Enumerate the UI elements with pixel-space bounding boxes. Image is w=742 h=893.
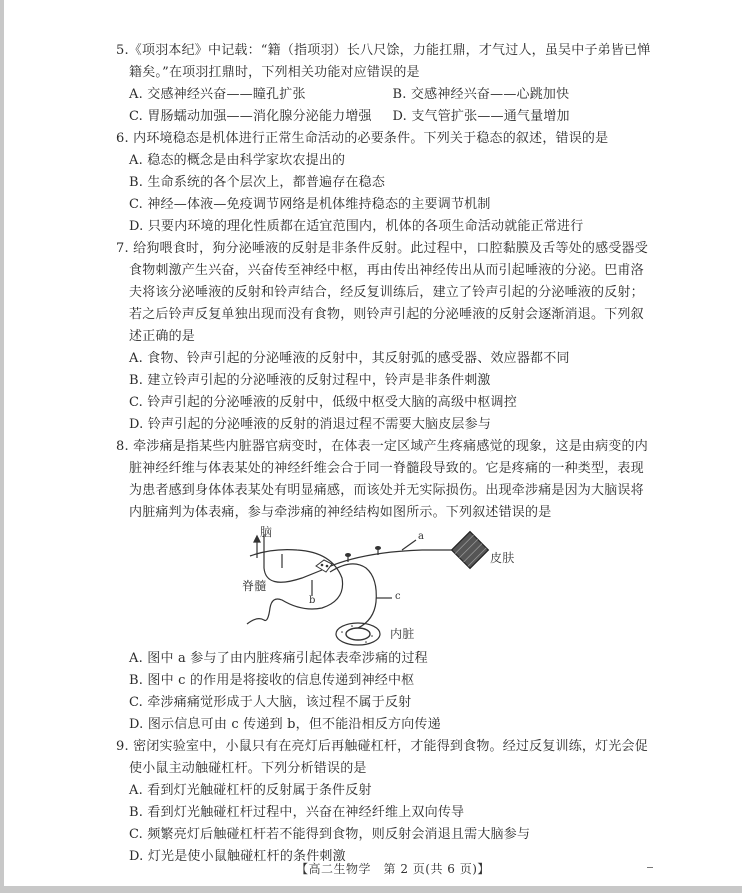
question-stem: 8. 牵涉痛是指某些内脏器官病变时，在体表一定区域产生疼痛感觉的现象，这是由病变的内脏神经纤维与体表某处的神经纤维会合于同一脊髓段导致的。它是疼痛的一种类型，表现为患者感到身体体表某处有明显痛感，而该处并无实际损伤。出现牵涉痛是因为大脑误将内脏痛判为体表痛，参与牵涉痛的神经结构如图所示。下列叙述错误的是 <box>116 439 648 520</box>
option-c: C. 胃肠蠕动加强——消化腺分泌能力增强 <box>129 109 372 124</box>
option-a: A. 交感神经兴奋——瞳孔扩张 <box>129 87 306 102</box>
label-b: b <box>309 595 316 606</box>
label-spinal-cord: 脊髓 <box>242 579 267 593</box>
option-b: B. 生命系统的各个层次上，都普遍存在稳态 <box>129 175 386 190</box>
question-9 <box>116 736 656 868</box>
label-skin: 皮肤 <box>490 551 515 565</box>
option-c: C. 神经—体液—免疫调节网络是机体维持稳态的主要调节机制 <box>129 197 491 212</box>
option-a: A. 看到灯光触碰杠杆的反射属于条件反射 <box>129 783 372 798</box>
footer-dash-mark <box>647 867 653 868</box>
referred-pain-diagram <box>242 525 515 646</box>
question-8 <box>116 436 656 736</box>
option-d: D. 铃声引起的分泌唾液的反射的消退过程不需要大脑皮层参与 <box>129 417 492 432</box>
option-c: C. 牵涉痛痛觉形成于人大脑，该过程不属于反射 <box>129 695 412 710</box>
question-6 <box>116 128 656 238</box>
nerve-structure-figure <box>242 525 502 646</box>
label-c: c <box>395 591 401 602</box>
label-a: a <box>418 531 425 542</box>
option-d: D. 灯光是使小鼠触碰杠杆的条件刺激 <box>129 849 346 864</box>
page-content <box>116 40 656 868</box>
option-b: B. 交感神经兴奋——心跳加快 <box>392 87 570 102</box>
question-stem: 5.《项羽本纪》中记载：“籍（指项羽）长八尺馀，力能扛鼎，才气过人，虽吴中子弟皆已惮籍矣。”在项羽扛鼎时，下列相关功能对应错误的是 <box>116 43 651 80</box>
label-viscera: 内脏 <box>390 627 415 641</box>
option-b: B. 图中 c 的作用是将接收的信息传递到神经中枢 <box>129 673 415 688</box>
question-stem: 9. 密闭实验室中，小鼠只有在亮灯后再触碰杠杆，才能得到食物。经过反复训练，灯光会促使小鼠主动触碰杠杆。下列分析错误的是 <box>116 739 648 776</box>
option-d: D. 图示信息可由 c 传递到 b，但不能沿相反方向传递 <box>129 717 441 732</box>
option-c: C. 频繁亮灯后触碰杠杆若不能得到食物，则反射会消退且需大脑参与 <box>129 827 531 842</box>
option-b: B. 建立铃声引起的分泌唾液的反射过程中，铃声是非条件刺激 <box>129 373 491 388</box>
option-c: C. 铃声引起的分泌唾液的反射中，低级中枢受大脑的高级中枢调控 <box>129 395 517 410</box>
option-d: D. 只要内环境的理化性质都在适宜范围内，机体的各项生命活动就能正常进行 <box>129 219 584 234</box>
question-stem: 6. 内环境稳态是机体进行正常生命活动的必要条件。下列关于稳态的叙述，错误的是 <box>116 131 609 146</box>
option-a: A. 食物、铃声引起的分泌唾液的反射中，其反射弧的感受器、效应器都不同 <box>129 351 570 366</box>
option-d: D. 支气管扩张——通气量增加 <box>392 109 570 124</box>
page-footer: 【高二生物学 第 2 页(共 6 页)】 <box>296 862 490 876</box>
question-7 <box>116 238 656 436</box>
label-brain: 脑 <box>260 525 273 539</box>
option-b: B. 看到灯光触碰杠杆过程中，兴奋在神经纤维上双向传导 <box>129 805 465 820</box>
question-stem: 7. 给狗喂食时，狗分泌唾液的反射是非条件反射。此过程中，口腔黏膜及舌等处的感受器受食物刺激产生兴奋，兴奋传至神经中枢，再由传出神经传出从而引起唾液的分泌。巴甫洛夫将该分泌唾液的反射和铃声结合，经反复训练后，建立了铃声引起的分泌唾液的反射；若之后铃声反复单独出现而没有食物，则铃声引起的分泌唾液的反射会逐渐消退。下列叙述正确的是 <box>116 241 648 344</box>
exam-page <box>4 0 742 886</box>
question-5 <box>116 40 656 128</box>
option-a: A. 图中 a 参与了由内脏疼痛引起体表牵涉痛的过程 <box>129 651 428 666</box>
option-a: A. 稳态的概念是由科学家坎农提出的 <box>129 153 346 168</box>
